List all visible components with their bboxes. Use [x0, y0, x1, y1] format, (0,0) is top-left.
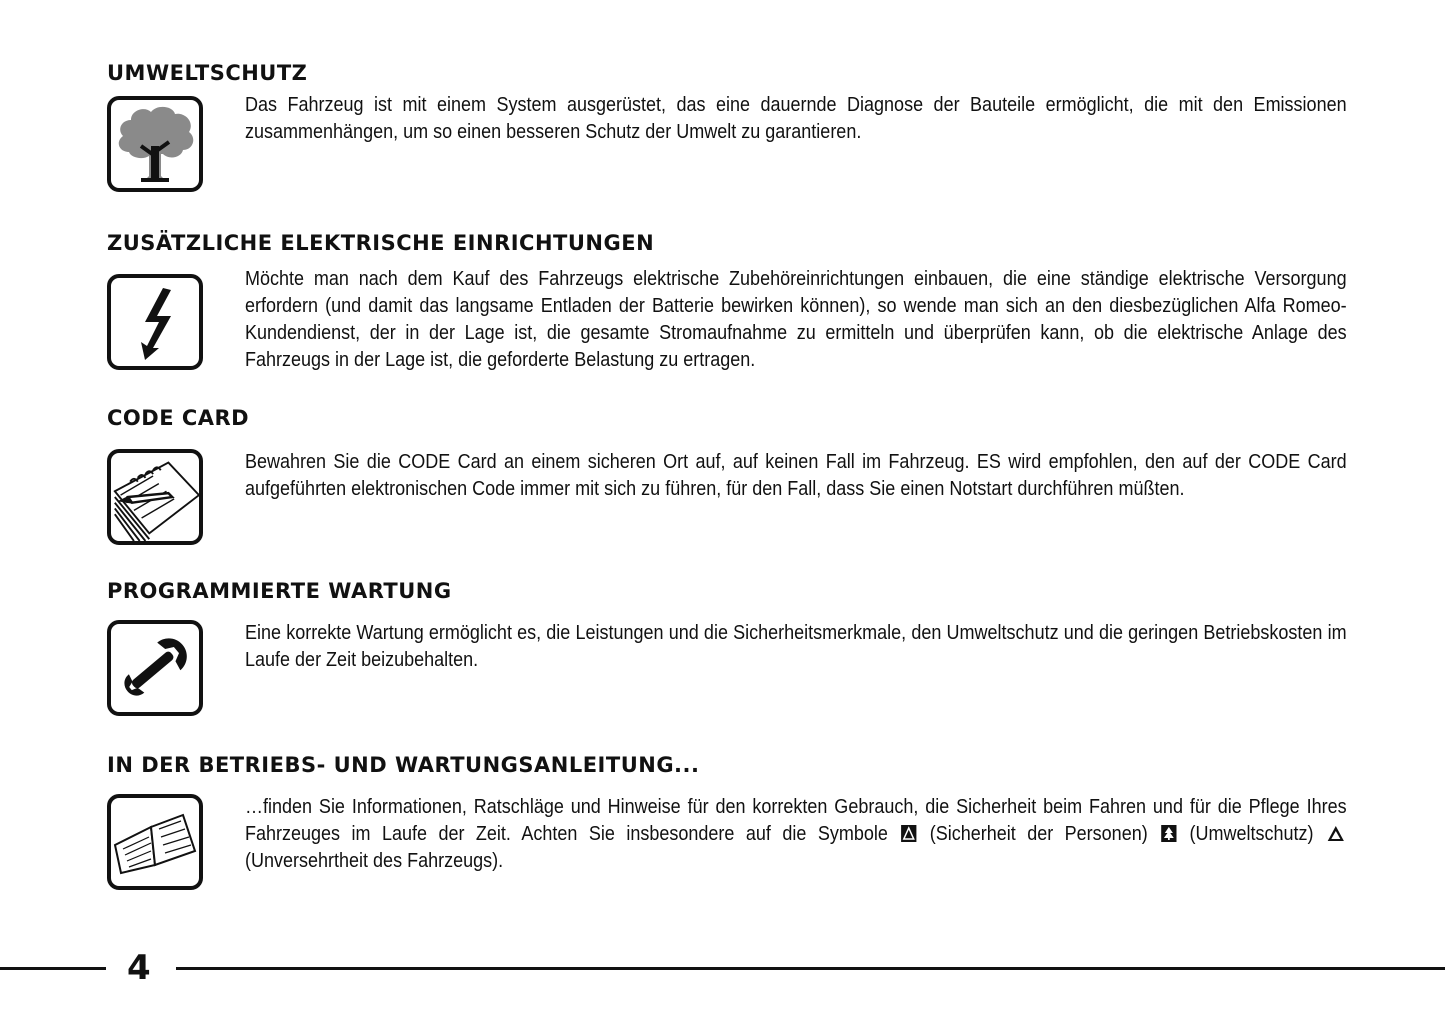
section-heading: ZUSÄTZLICHE ELEKTRISCHE EINRICHTUNGEN [107, 231, 655, 255]
open-book-icon [107, 794, 203, 890]
section-heading: UMWELTSCHUTZ [107, 61, 308, 85]
section-text: Bewahren Sie die CODE Card an einem sicheren Ort auf, auf keinen Fall im Fahrzeug. ES wird empfohlen, den auf der CODE Card aufgeführten elektronischen Code immer mit sich zu führen, für den Fall, dass Sie einen Notstart durchführen müßten. [245, 451, 1347, 500]
text-part-3: (Umweltschutz) [1189, 823, 1314, 845]
footer-rule-left [0, 967, 106, 970]
environment-icon [1161, 825, 1176, 842]
section-code-card [107, 405, 1347, 500]
section-text: Möchte man nach dem Kauf des Fahrzeugs elektrische Zubehöreinrichtungen einbauen, die eine ständige elektrische Versorgung erfordern (und damit das langsame Entladen der Batterie bewirken können), so wende man sich an den diesbezüglichen Alfa Romeo-Kundendienst, der in der Lage ist, die gesamte Stromaufnahme zu ermitteln und überprüfen kann, ob die elektrische Anlage des Fahrzeugs in der Lage ist, die geforderte Belastung zu ertragen. [245, 268, 1347, 371]
wrench-icon [107, 620, 203, 716]
section-programmierte-wartung [107, 578, 1347, 671]
section-text: Eine korrekte Wartung ermöglicht es, die Leistungen und die Sicherheitsmerkmale, den Umweltschutz und die geringen Betriebskosten im Laufe der Zeit beizubehalten. [245, 622, 1347, 671]
page-number: 4 [127, 948, 151, 988]
section-heading: IN DER BETRIEBS- UND WARTUNGSANLEITUNG... [107, 753, 700, 777]
vehicle-integrity-icon [1327, 823, 1345, 840]
section-elektrische-einrichtungen [107, 230, 1347, 371]
section-heading: CODE CARD [107, 406, 250, 430]
lightning-bolt-icon [107, 274, 203, 370]
section-heading: PROGRAMMIERTE WARTUNG [107, 579, 452, 603]
notepad-pencil-icon [107, 449, 203, 545]
text-part-1: …finden Sie Informationen, Ratschläge und Hinweise für den korrekten Gebrauch, die Sicherheit beim Fahren und für die Pflege Ihres Fahrzeuges im Laufe der Zeit. Achten Sie insbesondere auf die Symbole [245, 796, 1347, 845]
tree-icon [107, 96, 203, 192]
text-part-2: (Sicherheit der Personen) [929, 823, 1148, 845]
footer-rule-right [176, 967, 1445, 970]
text-part-4: (Unversehrtheit des Fahrzeugs). [245, 850, 504, 872]
section-text: Das Fahrzeug ist mit einem System ausgerüstet, das eine dauernde Diagnose der Bauteile ermöglicht, die mit den Emissionen zusammenhängen, um so einen besseren Schutz der Umwelt zu garantieren. [245, 94, 1347, 143]
section-text [245, 794, 1347, 875]
section-betriebsanleitung [107, 752, 1347, 872]
person-safety-icon [901, 825, 916, 842]
section-umweltschutz [107, 60, 1347, 143]
